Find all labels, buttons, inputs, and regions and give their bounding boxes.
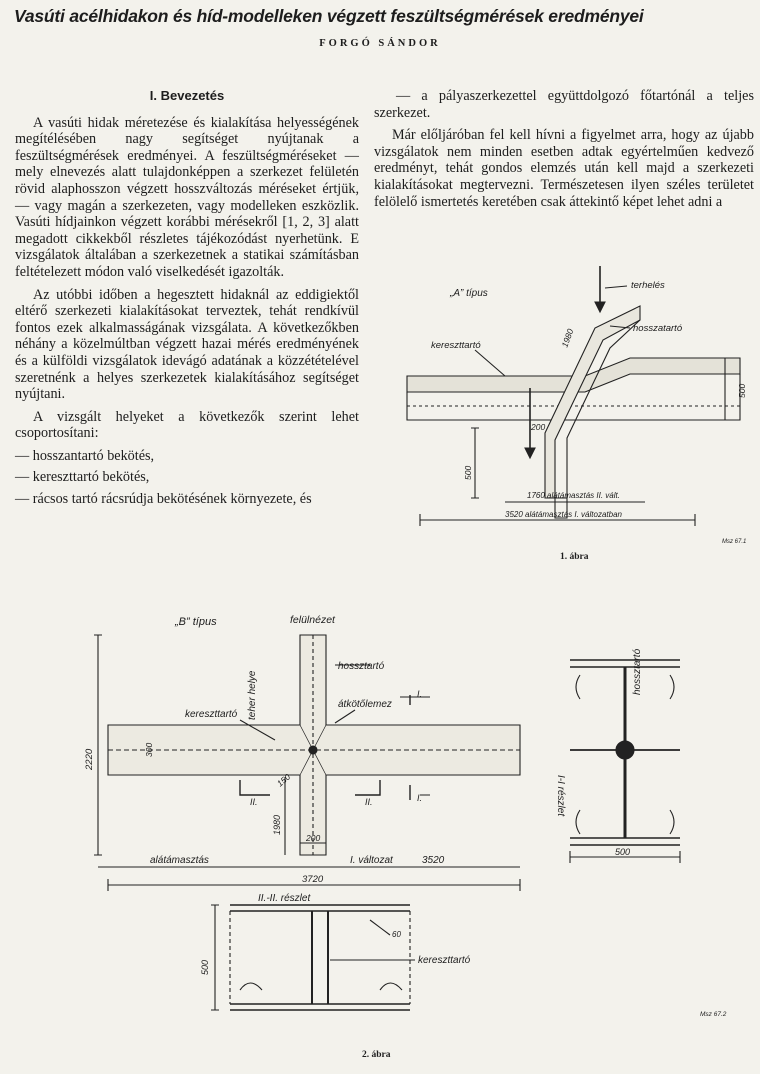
figure-1-ref: Msz 67.1: [722, 539, 747, 545]
figure-1-drawing: [395, 258, 755, 548]
figure-1-load-label: terhelés: [631, 280, 665, 291]
figure-2-dim-200: 200: [306, 833, 321, 843]
figure-1-dim-200: 200: [531, 422, 546, 432]
paragraph: Már előljáróban fel kell hívni a figyelmet arra, hogy az újabb vizsgálatok nem minden esetben adtak egyértelműen kedvező eredményt, tehát gondos elemzés után kell majd a szerkezeti kialakításokat megtervezni. Természetesen ilyen széles területet felölelő ismertetés keretében csak áttekintő képet lehet adni a: [374, 127, 754, 210]
figure-2-dim-300: 300: [144, 742, 154, 757]
page-title: Vasúti acélhidakon és híd-modelleken végzett feszültségmérések eredményei: [14, 6, 644, 26]
figure-1-dim-500-right: 500: [737, 383, 747, 398]
figure-2-section-II-left: II.: [250, 797, 258, 807]
section-heading: I. Bevezetés: [149, 88, 225, 103]
figure-2-dim-2220: 2220: [84, 748, 95, 770]
figure-1-cross-label: kereszttartó: [431, 340, 481, 351]
list-item: — hosszantartó bekötés,: [15, 447, 155, 464]
figure-2: [80, 605, 750, 1025]
paragraph: A vasúti hidak méretezése és kialakítása helyességének megítélésében nagy segítséget nyújtanak a feszültségmérések eredményei. A feszültségméréseket — mely elnevezés alatt tulajdonképpen a szerkezet felületén rövid alaphosszon végzett hosszváltozás méréseket értjük, — vagy magán a szerkezeten, vagy modelleken eszközlik. Vasúti hídjainkon végzett korábbi mérésekről [1, 2, 3] alatt megadott cikkekből részletes tájékozódást nyerhetünk. E vizsgálatok általában a szerkezetnek a statikai számításban feltételezett módon való viselkedését igazolták.: [15, 114, 359, 280]
paragraph: A vizsgált helyeket a következők szerint lehet csoportosítani:: [15, 408, 359, 442]
figure-2-longitudinal-label: hossztartó: [338, 661, 385, 672]
figure-1-type-label: „A” típus: [450, 288, 488, 299]
figure-2-dim-3720: 3720: [302, 874, 324, 885]
figure-2-dim-500-detail: 500: [200, 959, 210, 975]
figure-2-dim-1980: 1980: [272, 814, 282, 835]
figure-2-load-position-label: teher helye: [247, 670, 258, 720]
paragraph: Az utóbbi időben a hegesztett hidaknál az eddigiektől eltérő szerkezeti kialakításokat terveztek, tehát rendkívül fontos ezek alkalmasságának vizsgálata. A következőkben néhány a közelmúltban végzett hazai mérés eredményének és a külföldi vizsgálatok idevágó adatának a közzétételével szeretnénk a helyes szerkezetek kialakításához segítséget nyújtani.: [15, 286, 359, 403]
figure-2-variant-label: I. változat: [350, 855, 393, 866]
right-column: [374, 88, 754, 216]
figure-2-dim-3520: 3520: [422, 855, 445, 866]
figure-2-support-label: alátámasztás: [150, 855, 209, 866]
figure-2-drawing: [80, 605, 750, 1025]
figure-2-dim-60: 60: [392, 930, 401, 939]
figure-2-detail-II-label: II.-II. részlet: [258, 893, 311, 904]
figure-2-caption: 2. ábra: [362, 1050, 391, 1060]
figure-2-section-I-bottom: I.: [417, 793, 423, 803]
author: FORGÓ SÁNDOR: [319, 38, 441, 49]
list-item: — rácsos tartó rácsrúdja bekötésének környezete, és: [15, 491, 312, 508]
figure-2-top-view-label: felülnézet: [290, 614, 335, 626]
figure-2-type-label: „B” típus: [175, 616, 217, 628]
figure-1-dim-3520: 3520 alátámasztás I. változatban: [505, 510, 622, 519]
figure-2-section-II-right: II.: [365, 797, 373, 807]
left-column: [15, 88, 359, 513]
figure-2-cross-label: kereszttartó: [185, 709, 238, 720]
figure-2-plate-label: átkötőlemez: [338, 699, 392, 710]
figure-2-section-I-top: I.: [417, 689, 423, 699]
figure-1-caption: 1. ábra: [560, 552, 589, 562]
figure-2-dim-500-right: 500: [615, 847, 631, 857]
figure-1: [395, 258, 755, 548]
figure-1-dim-500-left: 500: [463, 465, 473, 480]
paragraph: — a pályaszerkezettel együttdolgozó főtartónál a teljes szerkezet.: [374, 88, 754, 121]
figure-2-section-11-label: I-I részlet: [555, 775, 566, 817]
figure-2-dim-150: 150: [274, 771, 293, 789]
figure-2-right-longitudinal-label: hossztartó: [632, 648, 643, 695]
figure-1-dim-1760: 1760 alátámasztás II. vált.: [527, 491, 620, 500]
figure-2-ref: Msz 67.2: [700, 1011, 727, 1018]
figure-2-detail-cross-label: kereszttartó: [418, 955, 471, 966]
list-item: — kereszttartó bekötés,: [15, 469, 150, 486]
figure-1-dim-1980: 1980: [559, 327, 576, 349]
figure-1-longitudinal-label: hosszatartó: [633, 323, 683, 334]
